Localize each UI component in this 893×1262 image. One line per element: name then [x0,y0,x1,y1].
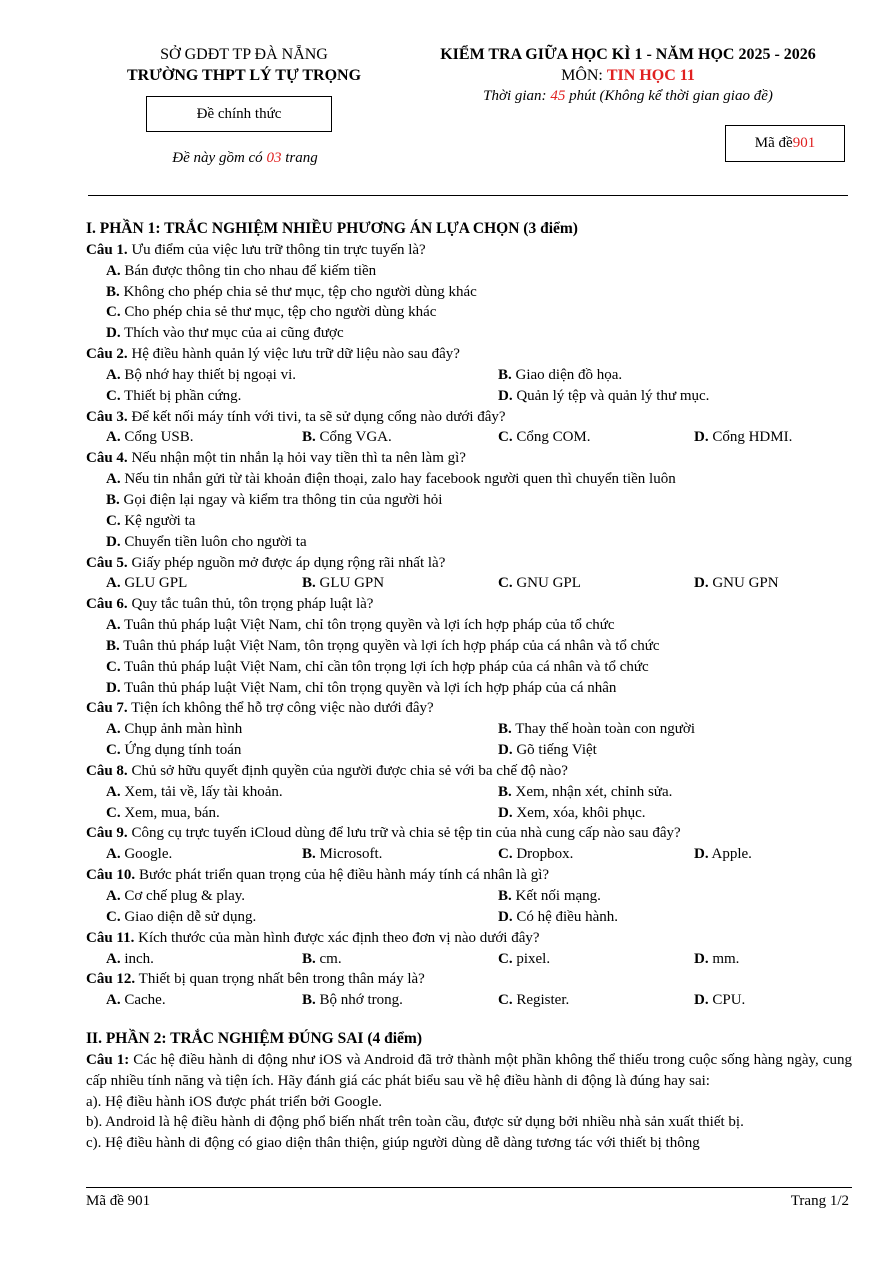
option-c: C. Register. [498,992,570,1009]
question-text: Tiện ích không thể hỗ trợ công việc nào dưới đây? [127,700,434,717]
option-text: Cho phép chia sẻ thư mục, tệp cho người dùng khác [120,304,437,321]
header-right [408,44,848,107]
question-8 [86,761,854,782]
option-c: C. Ứng dụng tính toán [106,742,242,759]
option-letter: B. [106,283,120,300]
statement-b: b). Android là hệ điều hành di động phổ biến nhất trên toàn cầu, được sử dụng bởi nhiều nhà sản xuất thiết bị. [86,1114,744,1131]
option-c [86,302,854,323]
option-row [86,365,854,386]
time-note: phút (Không kể thời gian giao đề) [565,88,773,104]
question-text: Bước phát triển quan trọng của hệ điều hành máy tính cá nhân là gì? [135,867,550,884]
option-a [86,615,854,636]
option-letter: D. [106,533,121,550]
exam-code: 901 [792,135,816,151]
option-c [86,511,854,532]
time-line [408,86,848,107]
time-label: Thời gian: [483,88,551,104]
option-text: Nếu tin nhắn gửi từ tài khoản điện thoại, zalo hay facebook người quen thì chuyển tiền luôn [120,471,676,488]
option-d: D. Có hệ điều hành. [498,908,618,925]
option-c [86,657,854,678]
department-name: SỞ GDĐT TP ĐÀ NẴNG [160,46,328,63]
question-label: Câu 1: [86,1051,130,1068]
question-text: Để kết nối máy tính với tivi, ta sẽ sử dụng cổng nào dưới đây? [127,408,506,425]
exam-code-label: Mã đề [754,135,793,151]
pages-note-post: trang [281,150,318,166]
official-badge: Đề chính thức [146,96,332,132]
footer-divider [86,1187,852,1188]
option-d: D. GNU GPN [694,575,779,592]
option-letter: B. [106,491,120,508]
option-a [86,261,854,282]
option-c: C. Dropbox. [498,846,574,863]
option-c: C. Xem, mua, bán. [106,804,220,821]
option-a: A. Xem, tải về, lấy tài khoản. [106,783,283,800]
question-label: Câu 7. [86,700,128,717]
option-letter: D. [106,679,121,696]
option-row [86,886,854,907]
footer-exam-code: Mã đề 901 [86,1193,151,1209]
question-text: Giấy phép nguồn mở được áp dụng rộng rãi nhất là? [127,554,446,571]
pages-count: 03 [266,150,282,166]
option-row [86,782,854,803]
question-text: Ưu điểm của việc lưu trữ thông tin trực tuyến là? [127,241,426,258]
question-text: Quy tắc tuân thủ, tôn trọng pháp luật là? [127,596,374,613]
option-b: B. GLU GPN [302,575,385,592]
option-letter: A. [106,471,121,488]
option-b: B. Xem, nhận xét, chỉnh sửa. [498,783,673,800]
option-a: A. Bộ nhớ hay thiết bị ngoại vi. [106,366,297,383]
option-letter: A. [106,617,121,634]
statement-a: a). Hệ điều hành iOS được phát triển bởi Google. [86,1093,383,1110]
footer-page-number: Trang 1/2 [790,1193,849,1209]
subject-name: TIN HỌC 11 [606,67,695,84]
option-text: Bán được thông tin cho nhau để kiếm tiền [120,262,377,279]
option-row [86,803,854,824]
question-label: Câu 8. [86,762,128,779]
option-row [86,386,854,407]
option-c: C. Thiết bị phần cứng. [106,387,242,404]
question-label: Câu 3. [86,408,128,425]
option-d: D. Cổng HDMI. [694,429,793,446]
option-b: B. Microsoft. [302,846,383,863]
option-d: D. Xem, xóa, khôi phục. [498,804,646,821]
option-text: Tuân thủ pháp luật Việt Nam, chỉ tôn trọng quyền và lợi ích hợp pháp của cá nhân [120,679,617,696]
question-label: Câu 2. [86,346,128,363]
question-text: Nếu nhận một tin nhắn lạ hỏi vay tiền thì ta nên làm gì? [127,450,466,467]
option-text: Gọi điện lại ngay và kiểm tra thông tin của người hỏi [119,491,443,508]
exam-title: KIỂM TRA GIỮA HỌC KÌ 1 - NĂM HỌC 2025 - 2026 [440,46,816,63]
question-5 [86,553,854,574]
time-minutes: 45 [550,88,566,104]
question-1 [86,240,854,261]
option-row [86,740,854,761]
question-11 [86,928,854,949]
option-b: B. Giao diện đồ họa. [498,366,623,383]
option-c: C. Cổng COM. [498,429,591,446]
option-b: B. Thay thế hoàn toàn con người [498,721,696,738]
option-row [86,427,854,448]
option-letter: C. [106,658,121,675]
option-row [86,990,854,1011]
question-2 [86,344,854,365]
question-label: Câu 12. [86,971,136,988]
pages-note-pre: Đề này gồm có [172,150,267,166]
option-d: D. Apple. [694,846,752,863]
option-row [86,844,854,865]
part2-question-1 [86,1050,852,1092]
question-text: Thiết bị quan trọng nhất bên trong thân máy là? [135,971,425,988]
option-b [86,490,854,511]
question-label: Câu 6. [86,596,128,613]
header-left [96,44,392,86]
subject-label: MÔN: [561,67,607,84]
option-row [86,949,854,970]
header-divider [88,195,848,196]
option-b: B. Cổng VGA. [302,429,392,446]
question-label: Câu 11. [86,929,135,946]
option-b: B. cm. [302,950,342,967]
option-d: D. mm. [694,950,740,967]
subject-line [408,65,848,86]
question-text: Hệ điều hành quản lý việc lưu trữ dữ liệu nào sau đây? [127,346,460,363]
question-3 [86,407,854,428]
option-row [86,719,854,740]
option-a [86,469,854,490]
option-a: A. Google. [106,846,173,863]
option-letter: D. [106,325,121,342]
option-c: C. pixel. [498,950,551,967]
option-a: A. inch. [106,950,154,967]
pages-note [140,150,350,167]
question-6 [86,594,854,615]
statement-c: c). Hệ điều hành di động có giao diện thân thiện, giúp người dùng dễ dàng tương tác với thiết bị thông [86,1135,700,1152]
option-d [86,678,854,699]
option-a: A. Cơ chế plug & play. [106,888,246,904]
option-d [86,323,854,344]
option-d [86,532,854,553]
option-letter: C. [106,304,121,321]
question-label: Câu 10. [86,867,136,884]
option-d: D. Quản lý tệp và quản lý thư mục. [498,387,710,404]
question-text: Các hệ điều hành di động như iOS và Android đã trở thành một phần không thể thiếu trong cuộc sống hàng ngày, cung cấp nhiều tính năng và tiện ích. Hãy đánh giá các phát biểu sau về hệ điều hành di động là đúng hay sai: [86,1051,852,1089]
option-text: Tuân thủ pháp luật Việt Nam, chỉ tôn trọng quyền và lợi ích hợp pháp của tổ chức [120,617,615,634]
option-a: A. Cache. [106,992,166,1009]
option-a: A. Cổng USB. [106,429,194,446]
option-letter: C. [106,512,121,529]
option-row [86,573,854,594]
question-text: Chủ sở hữu quyết định quyền của người được chia sẻ với ba chế độ nào? [127,762,568,779]
option-text: Kệ người ta [120,512,196,529]
part2-title: II. PHẦN 2: TRẮC NGHIỆM ĐÚNG SAI (4 điểm) [86,1030,422,1048]
question-10 [86,865,854,886]
option-a: A. GLU GPL [106,575,188,592]
question-text: Kích thước của màn hình được xác định theo đơn vị nào dưới đây? [134,929,540,946]
option-text: Tuân thủ pháp luật Việt Nam, chỉ cần tôn trọng lợi ích hợp pháp của cá nhân và tổ chức [120,658,649,675]
part1-title: I. PHẦN 1: TRẮC NGHIỆM NHIỀU PHƯƠNG ÁN LỰA CHỌN (3 điểm) [86,220,578,237]
option-text: Thích vào thư mục của ai cũng được [120,325,344,342]
option-d: D. CPU. [694,992,746,1009]
question-4 [86,448,854,469]
exam-content [86,219,854,1154]
question-text: Công cụ trực tuyến iCloud dùng để lưu trữ và chia sẻ tệp tin của nhà cung cấp nào sau đây? [127,825,681,842]
exam-code-box [725,125,845,162]
option-c: C. Giao diện dễ sử dụng. [106,908,257,925]
question-12 [86,969,854,990]
option-b [86,282,854,303]
option-c: C. GNU GPL [498,575,581,592]
option-b [86,636,854,657]
question-label: Câu 5. [86,554,128,571]
question-9 [86,823,854,844]
option-text: Tuân thủ pháp luật Việt Nam, tôn trọng quyền và lợi ích hợp pháp của cá nhân và tổ chức [119,637,660,654]
question-7 [86,698,854,719]
option-b: B. Bộ nhớ trong. [302,992,403,1009]
option-row [86,907,854,928]
school-name: TRƯỜNG THPT LÝ TỰ TRỌNG [126,67,362,84]
option-text: Không cho phép chia sẻ thư mục, tệp cho người dùng khác [119,283,477,300]
option-letter: A. [106,262,121,279]
option-letter: B. [106,637,120,654]
question-label: Câu 4. [86,450,128,467]
option-text: Chuyển tiền luôn cho người ta [120,533,307,550]
question-label: Câu 1. [86,241,128,258]
option-b: B. Kết nối mạng. [498,888,601,904]
option-a: A. Chụp ảnh màn hình [106,721,243,738]
question-label: Câu 9. [86,825,128,842]
option-d: D. Gõ tiếng Việt [498,742,597,759]
